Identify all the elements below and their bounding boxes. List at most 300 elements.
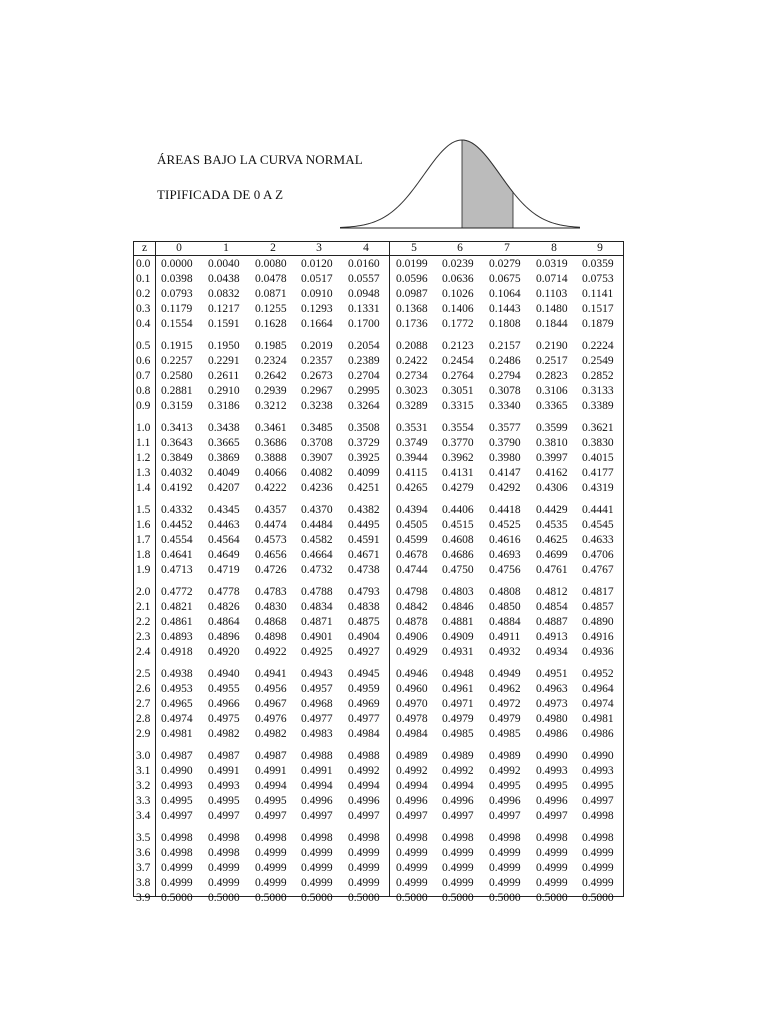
- table-cell: 0.2794: [489, 370, 521, 382]
- table-cell: 0.3212: [255, 400, 287, 412]
- table-cell: 0.3340: [489, 400, 521, 412]
- table-cell: 0.3577: [489, 422, 521, 434]
- table-cell: 0.4991: [208, 765, 240, 777]
- table-cell: 0.5000: [582, 892, 614, 904]
- table-cell: 0.3133: [582, 385, 614, 397]
- table-cell: 0.3810: [536, 437, 568, 449]
- table-cell: 0.4945: [348, 668, 380, 680]
- table-cell: 0.4999: [161, 862, 193, 874]
- z-value: 2.2: [136, 616, 151, 628]
- table-cell: 0.3749: [396, 437, 428, 449]
- table-cell: 0.4382: [348, 504, 380, 516]
- table-cell: 0.4452: [161, 519, 193, 531]
- table-cell: 0.4999: [301, 847, 333, 859]
- table-cell: 0.4429: [536, 504, 568, 516]
- table-cell: 0.4998: [489, 832, 521, 844]
- table-cell: 0.4970: [396, 698, 428, 710]
- table-cell: 0.4904: [348, 631, 380, 643]
- table-cell: 0.4996: [442, 795, 474, 807]
- z-value: 0.8: [136, 385, 151, 397]
- table-cell: 0.4842: [396, 601, 428, 613]
- table-cell: 0.4236: [301, 482, 333, 494]
- table-cell: 0.4999: [396, 862, 428, 874]
- table-cell: 0.2224: [582, 340, 614, 352]
- table-cell: 0.3159: [161, 400, 193, 412]
- table-cell: 0.2454: [442, 355, 474, 367]
- z-value: 0.2: [136, 288, 151, 300]
- table-cell: 0.0910: [301, 288, 333, 300]
- table-cell: 0.2549: [582, 355, 614, 367]
- table-cell: 0.4986: [582, 728, 614, 740]
- table-cell: 0.3621: [582, 422, 614, 434]
- z-value: 0.7: [136, 370, 151, 382]
- table-cell: 0.1591: [208, 318, 240, 330]
- table-cell: 0.4706: [582, 549, 614, 561]
- table-cell: 0.4999: [489, 877, 521, 889]
- table-cell: 0.4812: [536, 586, 568, 598]
- table-cell: 0.4147: [489, 467, 521, 479]
- table-cell: 0.5000: [301, 892, 333, 904]
- table-cell: 0.2357: [301, 355, 333, 367]
- z-value: 0.4: [136, 318, 151, 330]
- table-cell: 0.0987: [396, 288, 428, 300]
- table-cell: 0.4957: [301, 683, 333, 695]
- table-cell: 0.5000: [396, 892, 428, 904]
- table-cell: 0.1915: [161, 340, 193, 352]
- table-cell: 0.1331: [348, 303, 380, 315]
- table-cell: 0.1217: [208, 303, 240, 315]
- table-cell: 0.4943: [301, 668, 333, 680]
- table-cell: 0.4968: [301, 698, 333, 710]
- table-cell: 0.3438: [208, 422, 240, 434]
- table-cell: 0.4890: [582, 616, 614, 628]
- z-value: 3.4: [136, 810, 151, 822]
- table-cell: 0.3869: [208, 452, 240, 464]
- table-cell: 0.0871: [255, 288, 287, 300]
- table-cell: 0.1517: [582, 303, 614, 315]
- table-cell: 0.4949: [489, 668, 521, 680]
- table-cell: 0.1736: [396, 318, 428, 330]
- table-cell: 0.4964: [582, 683, 614, 695]
- z-value: 2.8: [136, 713, 151, 725]
- table-cell: 0.4998: [161, 832, 193, 844]
- table-cell: 0.4693: [489, 549, 521, 561]
- table-cell: 0.0160: [348, 258, 380, 270]
- table-cell: 0.4951: [536, 668, 568, 680]
- table-cell: 0.4251: [348, 482, 380, 494]
- table-cell: 0.2157: [489, 340, 521, 352]
- z-value: 3.1: [136, 765, 151, 777]
- table-cell: 0.4767: [582, 564, 614, 576]
- table-cell: 0.4817: [582, 586, 614, 598]
- table-cell: 0.1443: [489, 303, 521, 315]
- table-cell: 0.1480: [536, 303, 568, 315]
- table-cell: 0.4995: [582, 780, 614, 792]
- table-cell: 0.4664: [301, 549, 333, 561]
- header-col-2: 2: [270, 242, 276, 254]
- table-cell: 0.4997: [301, 810, 333, 822]
- table-cell: 0.4998: [161, 847, 193, 859]
- table-cell: 0.4082: [301, 467, 333, 479]
- table-cell: 0.4962: [489, 683, 521, 695]
- table-cell: 0.0359: [582, 258, 614, 270]
- table-cell: 0.4032: [161, 467, 193, 479]
- table-cell: 0.4956: [255, 683, 287, 695]
- header-col-3: 3: [316, 242, 322, 254]
- table-cell: 0.2881: [161, 385, 193, 397]
- table-cell: 0.0398: [161, 273, 193, 285]
- table-cell: 0.3962: [442, 452, 474, 464]
- z-value: 0.0: [136, 258, 151, 270]
- table-cell: 0.3770: [442, 437, 474, 449]
- z-value: 2.1: [136, 601, 151, 613]
- table-cell: 0.4901: [301, 631, 333, 643]
- table-cell: 0.0239: [442, 258, 474, 270]
- table-cell: 0.4999: [582, 847, 614, 859]
- table-cell: 0.2257: [161, 355, 193, 367]
- table-cell: 0.1368: [396, 303, 428, 315]
- table-cell: 0.4599: [396, 534, 428, 546]
- table-cell: 0.1808: [489, 318, 521, 330]
- table-cell: 0.5000: [255, 892, 287, 904]
- z-value: 2.5: [136, 668, 151, 680]
- table-cell: 0.4406: [442, 504, 474, 516]
- table-cell: 0.4564: [208, 534, 240, 546]
- table-cell: 0.2995: [348, 385, 380, 397]
- table-cell: 0.4997: [442, 810, 474, 822]
- table-cell: 0.0675: [489, 273, 521, 285]
- table-cell: 0.4946: [396, 668, 428, 680]
- table-cell: 0.4984: [348, 728, 380, 740]
- table-cell: 0.3729: [348, 437, 380, 449]
- table-cell: 0.4535: [536, 519, 568, 531]
- table-cell: 0.4974: [582, 698, 614, 710]
- table-cell: 0.5000: [208, 892, 240, 904]
- table-cell: 0.3365: [536, 400, 568, 412]
- table-cell: 0.4778: [208, 586, 240, 598]
- table-cell: 0.4989: [489, 750, 521, 762]
- table-cell: 0.4997: [489, 810, 521, 822]
- table-cell: 0.4418: [489, 504, 521, 516]
- table-cell: 0.1772: [442, 318, 474, 330]
- table-cell: 0.4999: [208, 877, 240, 889]
- table-cell: 0.4990: [161, 765, 193, 777]
- table-cell: 0.4999: [301, 877, 333, 889]
- curve-line: [340, 140, 580, 227]
- table-cell: 0.4394: [396, 504, 428, 516]
- table-cell: 0.4978: [396, 713, 428, 725]
- table-cell: 0.4952: [582, 668, 614, 680]
- shaded-area: [462, 140, 513, 228]
- table-cell: 0.4803: [442, 586, 474, 598]
- table-cell: 0.3078: [489, 385, 521, 397]
- table-cell: 0.2486: [489, 355, 521, 367]
- table-cell: 0.3665: [208, 437, 240, 449]
- table-cell: 0.4750: [442, 564, 474, 576]
- table-cell: 0.4913: [536, 631, 568, 643]
- table-cell: 0.4965: [161, 698, 193, 710]
- table-cell: 0.4967: [255, 698, 287, 710]
- table-cell: 0.4931: [442, 646, 474, 658]
- table-cell: 0.1406: [442, 303, 474, 315]
- z-value: 3.6: [136, 847, 151, 859]
- table-cell: 0.4993: [582, 765, 614, 777]
- table-cell: 0.2642: [255, 370, 287, 382]
- table-cell: 0.4999: [442, 847, 474, 859]
- table-cell: 0.0199: [396, 258, 428, 270]
- table-cell: 0.4793: [348, 586, 380, 598]
- table-cell: 0.4756: [489, 564, 521, 576]
- z-value: 2.6: [136, 683, 151, 695]
- table-cell: 0.4981: [582, 713, 614, 725]
- table-cell: 0.4980: [536, 713, 568, 725]
- table-cell: 0.4808: [489, 586, 521, 598]
- table-cell: 0.4861: [161, 616, 193, 628]
- table-cell: 0.4896: [208, 631, 240, 643]
- table-cell: 0.4993: [208, 780, 240, 792]
- table-cell: 0.4990: [582, 750, 614, 762]
- table-cell: 0.1293: [301, 303, 333, 315]
- table-cell: 0.0000: [161, 258, 193, 270]
- header-z: z: [141, 242, 148, 254]
- z-value: 3.9: [136, 892, 151, 904]
- table-cell: 0.4345: [208, 504, 240, 516]
- table-cell: 0.4938: [161, 668, 193, 680]
- table-cell: 0.3051: [442, 385, 474, 397]
- table-cell: 0.4999: [255, 877, 287, 889]
- normal-curve-icon: [340, 130, 580, 234]
- table-cell: 0.4997: [536, 810, 568, 822]
- table-cell: 0.4441: [582, 504, 614, 516]
- table-cell: 0.4992: [489, 765, 521, 777]
- table-cell: 0.4772: [161, 586, 193, 598]
- table-cell: 0.3686: [255, 437, 287, 449]
- table-cell: 0.2939: [255, 385, 287, 397]
- z-value: 2.4: [136, 646, 151, 658]
- table-cell: 0.4994: [442, 780, 474, 792]
- table-cell: 0.4554: [161, 534, 193, 546]
- table-cell: 0.4979: [489, 713, 521, 725]
- table-cell: 0.4177: [582, 467, 614, 479]
- table-cell: 0.2611: [208, 370, 240, 382]
- table-cell: 0.4834: [301, 601, 333, 613]
- table-cell: 0.4357: [255, 504, 287, 516]
- z-value: 1.1: [136, 437, 151, 449]
- table-cell: 0.4940: [208, 668, 240, 680]
- table-cell: 0.4999: [255, 847, 287, 859]
- table-cell: 0.4999: [255, 862, 287, 874]
- table-cell: 0.4918: [161, 646, 193, 658]
- table-cell: 0.4850: [489, 601, 521, 613]
- table-cell: 0.4998: [348, 832, 380, 844]
- table-cell: 0.4988: [348, 750, 380, 762]
- table-cell: 0.4732: [301, 564, 333, 576]
- table-cell: 0.4162: [536, 467, 568, 479]
- table-cell: 0.4999: [348, 862, 380, 874]
- table-cell: 0.4922: [255, 646, 287, 658]
- table-cell: 0.4995: [161, 795, 193, 807]
- table-cell: 0.4991: [255, 765, 287, 777]
- table-cell: 0.4633: [582, 534, 614, 546]
- table-cell: 0.4192: [161, 482, 193, 494]
- table-cell: 0.4995: [536, 780, 568, 792]
- table-cell: 0.3888: [255, 452, 287, 464]
- table-cell: 0.4616: [489, 534, 521, 546]
- table-cell: 0.4999: [396, 877, 428, 889]
- table-cell: 0.2734: [396, 370, 428, 382]
- table-cell: 0.1064: [489, 288, 521, 300]
- header-col-9: 9: [597, 242, 603, 254]
- table-cell: 0.4977: [301, 713, 333, 725]
- table-cell: 0.3980: [489, 452, 521, 464]
- z-value: 0.6: [136, 355, 151, 367]
- table-cell: 0.4997: [396, 810, 428, 822]
- table-cell: 0.2019: [301, 340, 333, 352]
- page-title: ÁREAS BAJO LA CURVA NORMAL: [157, 152, 363, 167]
- table-cell: 0.4887: [536, 616, 568, 628]
- table-cell: 0.3599: [536, 422, 568, 434]
- table-cell: 0.2967: [301, 385, 333, 397]
- table-cell: 0.4821: [161, 601, 193, 613]
- table-cell: 0.4699: [536, 549, 568, 561]
- table-cell: 0.0948: [348, 288, 380, 300]
- z-value: 1.0: [136, 422, 151, 434]
- table-cell: 0.4981: [161, 728, 193, 740]
- table-cell: 0.4474: [255, 519, 287, 531]
- table-cell: 0.4996: [396, 795, 428, 807]
- table-cell: 0.4798: [396, 586, 428, 598]
- table-cell: 0.3264: [348, 400, 380, 412]
- table-cell: 0.4641: [161, 549, 193, 561]
- table-cell: 0.4971: [442, 698, 474, 710]
- table-cell: 0.4999: [442, 862, 474, 874]
- table-cell: 0.4996: [536, 795, 568, 807]
- header-col-7: 7: [504, 242, 510, 254]
- table-cell: 0.4992: [348, 765, 380, 777]
- table-cell: 0.2389: [348, 355, 380, 367]
- table-cell: 0.3830: [582, 437, 614, 449]
- table-cell: 0.2291: [208, 355, 240, 367]
- table-cell: 0.4292: [489, 482, 521, 494]
- table-cell: 0.4982: [208, 728, 240, 740]
- table-cell: 0.4999: [536, 877, 568, 889]
- table-cell: 0.4997: [582, 795, 614, 807]
- table-cell: 0.4994: [255, 780, 287, 792]
- table-cell: 0.4999: [208, 862, 240, 874]
- table-cell: 0.3997: [536, 452, 568, 464]
- table-cell: 0.1879: [582, 318, 614, 330]
- table-cell: 0.4999: [396, 847, 428, 859]
- table-cell: 0.4713: [161, 564, 193, 576]
- table-cell: 0.4484: [301, 519, 333, 531]
- table-cell: 0.0438: [208, 273, 240, 285]
- table-cell: 0.4997: [161, 810, 193, 822]
- table-cell: 0.4994: [348, 780, 380, 792]
- table-cell: 0.4525: [489, 519, 521, 531]
- table-cell: 0.4370: [301, 504, 333, 516]
- table-cell: 0.4959: [348, 683, 380, 695]
- table-cell: 0.4306: [536, 482, 568, 494]
- table-cell: 0.4974: [161, 713, 193, 725]
- table-cell: 0.3023: [396, 385, 428, 397]
- table-cell: 0.4936: [582, 646, 614, 658]
- z-value: 3.3: [136, 795, 151, 807]
- z-table: [133, 241, 624, 904]
- table-cell: 0.4982: [255, 728, 287, 740]
- table-cell: 0.2852: [582, 370, 614, 382]
- z-value: 3.0: [136, 750, 151, 762]
- table-cell: 0.0517: [301, 273, 333, 285]
- table-cell: 0.4608: [442, 534, 474, 546]
- table-cell: 0.4932: [489, 646, 521, 658]
- table-cell: 0.4997: [348, 810, 380, 822]
- table-cell: 0.4999: [536, 862, 568, 874]
- z-value: 2.3: [136, 631, 151, 643]
- table-cell: 0.0714: [536, 273, 568, 285]
- table-cell: 0.0596: [396, 273, 428, 285]
- table-cell: 0.4920: [208, 646, 240, 658]
- table-cell: 0.4726: [255, 564, 287, 576]
- table-cell: 0.2324: [255, 355, 287, 367]
- table-cell: 0.4545: [582, 519, 614, 531]
- table-cell: 0.4656: [255, 549, 287, 561]
- z-value: 3.2: [136, 780, 151, 792]
- table-cell: 0.4207: [208, 482, 240, 494]
- table-cell: 0.4994: [396, 780, 428, 792]
- table-cell: 0.4934: [536, 646, 568, 658]
- table-cell: 0.4719: [208, 564, 240, 576]
- table-cell: 0.4686: [442, 549, 474, 561]
- table-cell: 0.4992: [396, 765, 428, 777]
- table-cell: 0.4983: [301, 728, 333, 740]
- z-value: 2.0: [136, 586, 151, 598]
- z-value: 1.8: [136, 549, 151, 561]
- table-cell: 0.4996: [348, 795, 380, 807]
- table-cell: 0.4998: [396, 832, 428, 844]
- table-cell: 0.4875: [348, 616, 380, 628]
- table-cell: 0.4995: [255, 795, 287, 807]
- z-value: 1.6: [136, 519, 151, 531]
- table-cell: 0.3389: [582, 400, 614, 412]
- table-cell: 0.4761: [536, 564, 568, 576]
- header-col-6: 6: [457, 242, 463, 254]
- table-cell: 0.4015: [582, 452, 614, 464]
- table-cell: 0.2910: [208, 385, 240, 397]
- table-cell: 0.4998: [582, 810, 614, 822]
- table-cell: 0.1628: [255, 318, 287, 330]
- table-cell: 0.3238: [301, 400, 333, 412]
- table-cell: 0.1664: [301, 318, 333, 330]
- table-cell: 0.0832: [208, 288, 240, 300]
- header-col-1: 1: [223, 242, 229, 254]
- table-cell: 0.0557: [348, 273, 380, 285]
- table-cell: 0.4999: [161, 877, 193, 889]
- table-cell: 0.4319: [582, 482, 614, 494]
- z-value: 1.2: [136, 452, 151, 464]
- table-cell: 0.0120: [301, 258, 333, 270]
- table-cell: 0.1844: [536, 318, 568, 330]
- table-cell: 0.5000: [536, 892, 568, 904]
- table-cell: 0.3944: [396, 452, 428, 464]
- table-cell: 0.4463: [208, 519, 240, 531]
- z-value: 0.1: [136, 273, 151, 285]
- table-cell: 0.4788: [301, 586, 333, 598]
- z-value: 0.9: [136, 400, 151, 412]
- table-cell: 0.3485: [301, 422, 333, 434]
- table-cell: 0.4998: [208, 847, 240, 859]
- table-cell: 0.4671: [348, 549, 380, 561]
- table-cell: 0.4995: [489, 780, 521, 792]
